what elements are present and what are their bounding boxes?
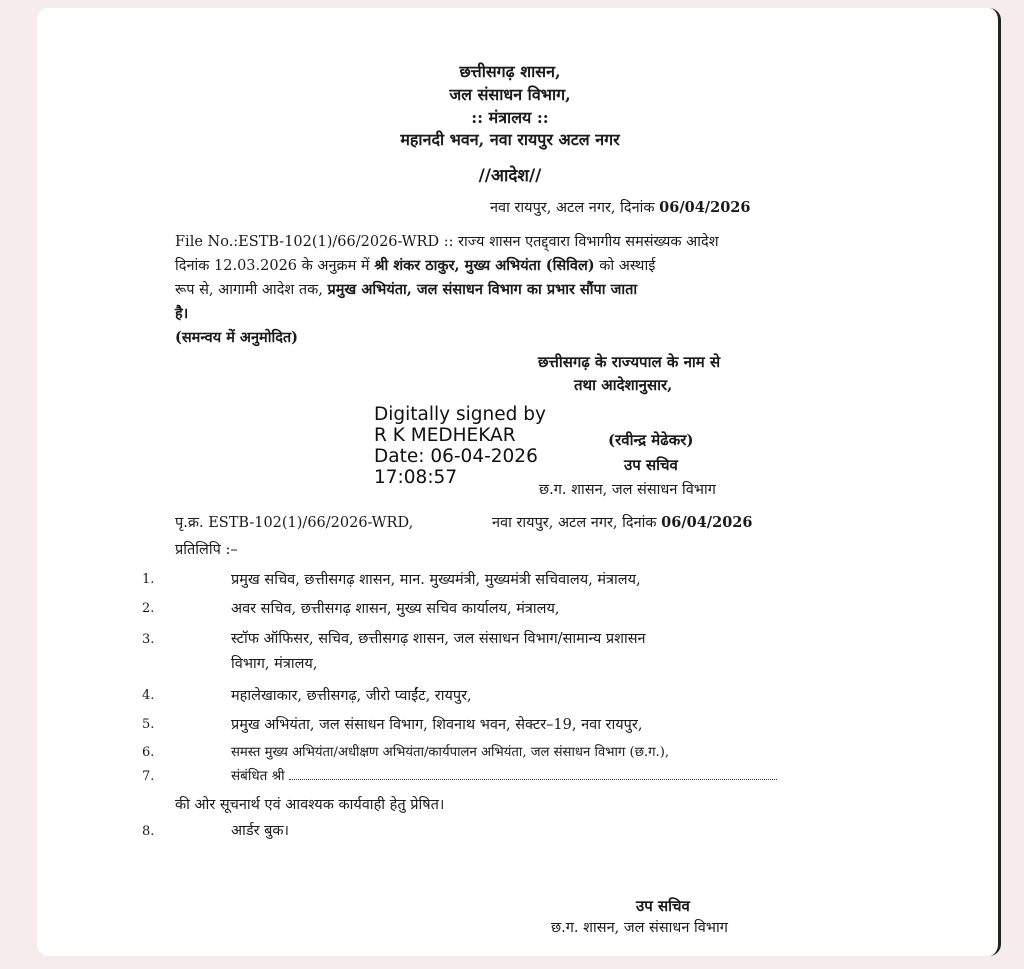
- endorsement-date: 06/04/2026: [661, 514, 753, 531]
- list-item-number: 2.: [142, 601, 155, 616]
- list-item: प्रमुख सचिव, छत्तीसगढ़ शासन, मान. मुख्यमंत्री, मुख्यमंत्री सचिवालय, मंत्रालय,: [231, 572, 641, 588]
- order-body-line1: File No.:ESTB-102(1)/66/2026-WRD :: राज्य शासन एतद्द्वारा विभागीय समसंख्यक आदेश: [175, 234, 719, 250]
- digital-signature-line1: Digitally signed by: [374, 404, 546, 425]
- order-body: [175, 230, 865, 350]
- order-body-line2: [175, 254, 865, 278]
- order-title: //आदेश//: [478, 166, 542, 186]
- dateline-place: नवा रायपुर, अटल नगर, दिनांक: [490, 200, 655, 216]
- list-item-number: 3.: [142, 632, 155, 647]
- list-item-number: 5.: [142, 717, 155, 732]
- dateline-date: 06/04/2026: [659, 199, 751, 216]
- signatory-designation: उप सचिव: [624, 456, 678, 474]
- list-item-number: 6.: [142, 745, 155, 760]
- list-item: स्टॉफ ऑफिसर, सचिव, छत्तीसगढ़ शासन, जल संसाधन विभाग/सामान्य प्रशासन: [231, 631, 646, 647]
- footer-office: छ.ग. शासन, जल संसाधन विभाग: [551, 920, 728, 936]
- list-item: समस्त मुख्य अभियंता/अधीक्षण अभियंता/कार्यपालन अभियंता, जल संसाधन विभाग (छ.ग.),: [231, 745, 670, 760]
- endorsement-place: नवा रायपुर, अटल नगर, दिनांक: [492, 515, 657, 531]
- signatory-name: (रवीन्द्र मेढेकर): [608, 431, 694, 449]
- officer-name: श्री शंकर ठाकुर, मुख्य अभियंता (सिविल): [374, 257, 595, 274]
- dateline: [490, 196, 750, 220]
- order-body-l2c: को अस्थाई: [599, 258, 656, 274]
- digital-signature-time: 17:08:57: [374, 467, 458, 488]
- order-body-l3a: रूप से, आगामी आदेश तक,: [175, 282, 323, 298]
- charge-text: प्रमुख अभियंता, जल संसाधन विभाग का प्रभार सौंपा जाता: [327, 281, 638, 298]
- letterhead-line1: छत्तीसगढ़ शासन,: [459, 62, 561, 81]
- letterhead-line2: जल संसाधन विभाग,: [449, 85, 571, 104]
- blank-fill-line: [289, 769, 777, 780]
- letterhead-line4: महानदी भवन, नवा रायपुर अटल नगर: [400, 130, 620, 149]
- list-item-continuation: विभाग, मंत्रालय,: [231, 656, 318, 672]
- digital-signature-name: R K MEDHEKAR: [374, 425, 516, 446]
- list-item-number: 8.: [142, 824, 155, 839]
- forward-note: की ओर सूचनार्थ एवं आवश्यक कार्यवाही हेतु प्रेषित।: [175, 797, 445, 813]
- letterhead-line3: :: मंत्रालय ::: [471, 108, 549, 127]
- governor-line2: तथा आदेशानुसार,: [574, 376, 673, 394]
- list-item-number: 4.: [142, 688, 155, 703]
- order-body-l2a: दिनांक 12.03.2026 के अनुक्रम में: [175, 258, 370, 274]
- copy-label: प्रतिलिपि :–: [175, 542, 238, 558]
- endorsement-ref: पृ.क्र. ESTB-102(1)/66/2026-WRD,: [175, 515, 414, 531]
- digital-signature-date: Date: 06-04-2026: [374, 446, 538, 467]
- footer-designation: उप सचिव: [636, 897, 690, 915]
- list-item-number: 7.: [142, 769, 155, 784]
- digital-signature: [374, 404, 546, 488]
- list-item: [231, 766, 777, 784]
- signatory-office: छ.ग. शासन, जल संसाधन विभाग: [539, 482, 716, 498]
- list-item: आर्डर बुक।: [231, 823, 290, 839]
- endorsement-dateline: [492, 511, 752, 535]
- list-item: अवर सचिव, छत्तीसगढ़ शासन, मुख्य सचिव कार्यालय, मंत्रालय,: [231, 601, 560, 617]
- list-item: महालेखाकार, छत्तीसगढ़, जीरो प्वाईंट, रायपुर,: [231, 688, 472, 704]
- list-item-number: 1.: [142, 572, 155, 587]
- order-body-line4: है।: [175, 305, 189, 322]
- order-body-line3: [175, 278, 865, 302]
- list-item-text: संबंधित श्री: [231, 768, 285, 784]
- approval-note: (समन्वय में अनुमोदित): [175, 329, 299, 346]
- governor-line1: छत्तीसगढ़ के राज्यपाल के नाम से: [538, 353, 721, 371]
- list-item: प्रमुख अभियंता, जल संसाधन विभाग, शिवनाथ भवन, सेक्टर–19, नवा रायपुर,: [231, 717, 643, 733]
